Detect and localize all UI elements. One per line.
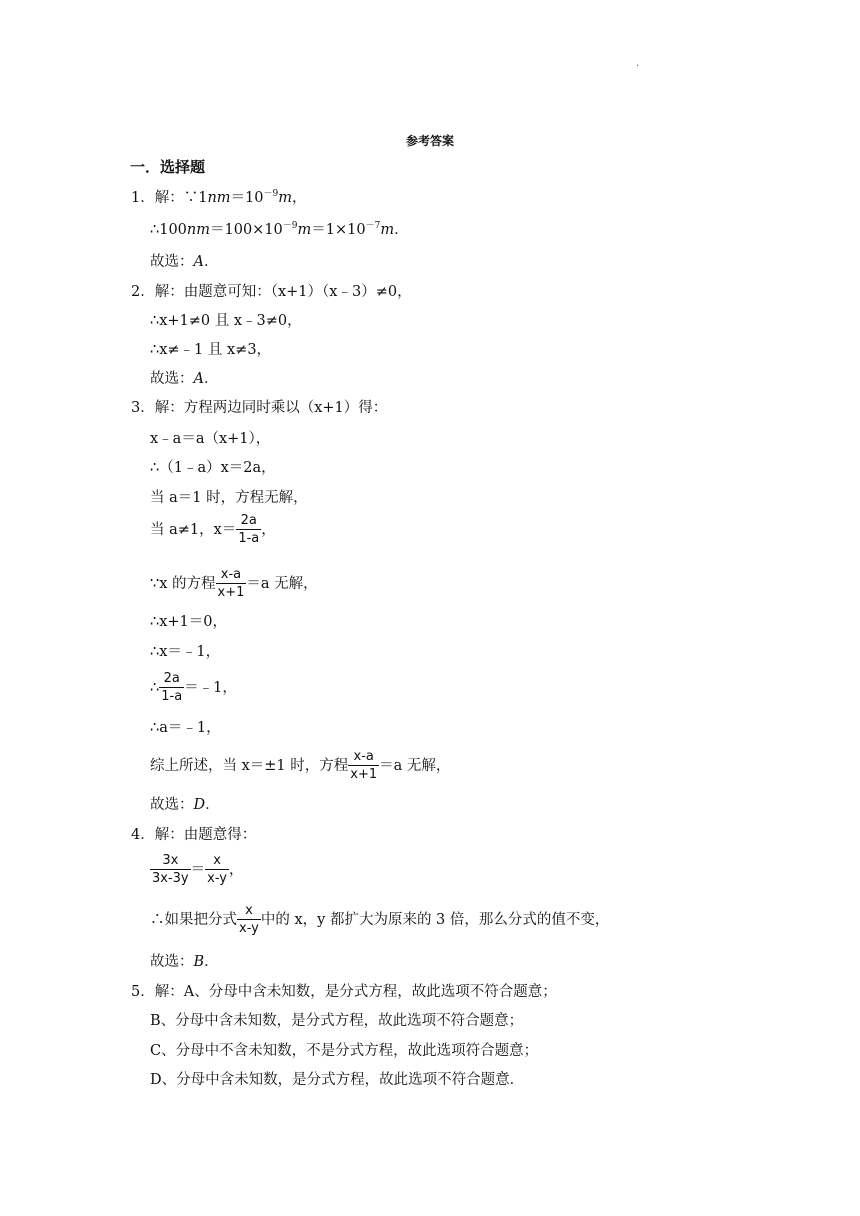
q3-line-11: 综上所述，当 x＝±1 时，方程 $\frac{x-a}{x+1}$ ＝a 无解， [150, 749, 451, 782]
q5-number: 5． [131, 984, 155, 1000]
q1-line-1: 1．解：$\because 1nm=10^{-9}m$， [131, 189, 307, 206]
q2-line-2: ∴x+1≠0 且 x﹣3≠0， [150, 313, 302, 329]
q4-line-3: ∴如果把分式 $\frac{x}{x-y}$ 中的 x，y 都扩大为原来的 3 倍，那么分式的值不变， [150, 903, 610, 936]
fraction: $\frac{3x}{3x-3y}$ [152, 853, 189, 886]
q3-line-4: 当 a＝1 时，方程无解， [150, 490, 308, 506]
q3-line-7: ∴x+1＝0， [150, 614, 228, 630]
q4-answer: 故选：B． [150, 954, 219, 970]
fraction: $\frac{2a}{1-a}$ [238, 513, 260, 546]
q2-line-1: 2．解：由题意可知：（x+1）（x﹣3）≠0， [131, 284, 412, 300]
q3-line-9: ∴ $\frac{2a}{1-a}$ ＝﹣1， [150, 671, 237, 704]
fraction: $\frac{x-a}{x+1}$ [217, 567, 245, 600]
q3-line-6: ∵x 的方程 $\frac{x-a}{x+1}$ ＝a 无解， [150, 567, 318, 600]
fraction: $\frac{x}{x-y}$ [239, 903, 259, 936]
q5-line-3: C、分母中不含未知数，不是分式方程，故此选项符合题意； [150, 1043, 539, 1059]
q1-number: 1． [131, 190, 155, 206]
fraction: $\frac{x-a}{x+1}$ [350, 749, 378, 782]
q3-line-1: 3．解：方程两边同时乘以（x+1）得： [131, 400, 388, 416]
q3-line-5: 当 a≠1，x＝ $\frac{2a}{1-a}$ ， [150, 513, 276, 546]
fraction: $\frac{x}{x-y}$ [207, 853, 227, 886]
q5-line-2: B、分母中含未知数，是分式方程，故此选项不符合题意； [150, 1013, 524, 1029]
section-heading: 一．选择题 [130, 158, 206, 176]
q2-line-3: ∴x≠﹣1 且 x≠3， [150, 342, 272, 358]
fraction: $\frac{2a}{1-a}$ [161, 671, 183, 704]
q1-answer: 故选：A． [150, 254, 219, 270]
header-dot: . [636, 58, 640, 69]
q3-answer: 故选：D． [150, 797, 220, 813]
q3-line-10: ∴a＝﹣1， [150, 720, 221, 736]
q2-answer: 故选：A． [150, 371, 219, 387]
q3-line-3: ∴（1﹣a）x＝2a， [150, 460, 276, 476]
q5-line-1: 5．解：A、分母中含未知数，是分式方程，故此选项不符合题意； [131, 984, 557, 1000]
q5-line-4: D、分母中含未知数，是分式方程，故此选项不符合题意． [150, 1072, 525, 1088]
q2-number: 2． [131, 284, 155, 300]
q4-number: 4． [131, 827, 155, 843]
q1-line-2: $\therefore 100nm=100\times 10^{-9}m=1\times 10^{-7}m$． [150, 221, 409, 238]
q3-line-8: ∴x＝﹣1， [150, 644, 221, 660]
q3-number: 3． [131, 400, 155, 416]
q4-line-1: 4．解：由题意得： [131, 827, 257, 843]
page-title: 参考答案 [405, 134, 454, 148]
q4-line-2: $\frac{3x}{3x-3y}$ ＝ $\frac{x}{x-y}$ ， [152, 853, 244, 886]
q3-line-2: x﹣a＝a（x+1）， [150, 431, 271, 447]
